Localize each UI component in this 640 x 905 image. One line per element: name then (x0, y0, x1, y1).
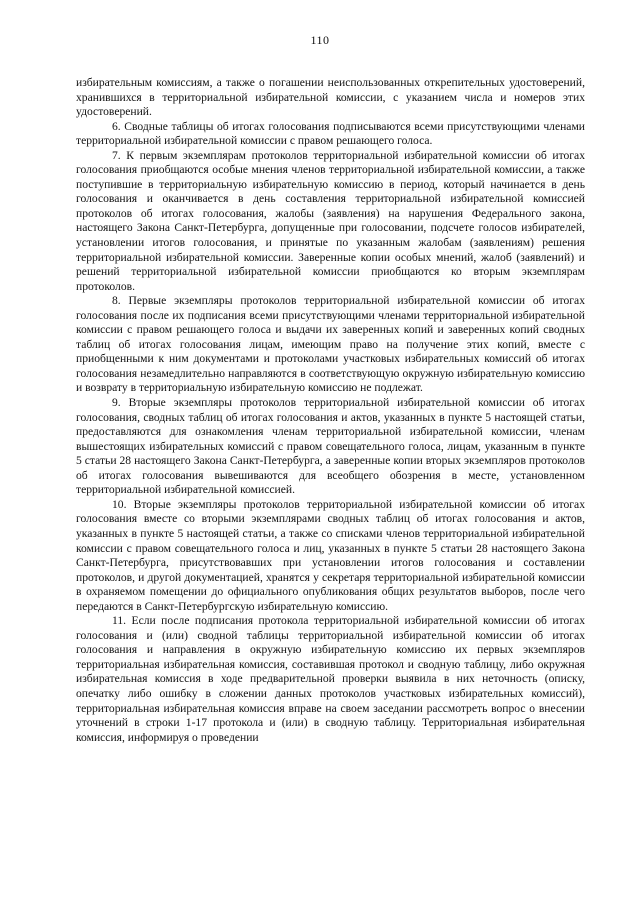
paragraph-item-9: 9. Вторые экземпляры протоколов территориальной избирательной комиссии об итогах голосования, сводных таблиц об итогах голосования и актов, указанных в пункте 5 настоящей статьи, предоставляются для ознакомления членам территориальной избирательной комиссии, членам вышестоящих избирательных комиссий с правом совещательного голоса, лицам, указанным в пункте 5 статьи 28 настоящего Закона Санкт-Петербурга, а заверенные копии вторых экземпляров протоколов об итогах голосования вывешиваются для всеобщего обозрения в месте, установленном территориальной избирательной комиссией. (76, 396, 585, 497)
paragraph-item-8: 8. Первые экземпляры протоколов территориальной избирательной комиссии об итогах голосования после их подписания всеми присутствующими членами территориальной избирательной комиссии с правом решающего голоса и выдачи их заверенных копий и заверенных копий сводных таблиц об итогах голосования лицам, имеющим право на получение этих копий, вместе с приобщенными к ним документами и протоколами участковых избирательных комиссий об итогах голосования незамедлительно направляются в соответствующую окружную избирательную комиссию и возврату в территориальную избирательную комиссию не подлежат. (76, 294, 585, 395)
paragraph-continuation: избирательным комиссиям, а также о погашении неиспользованных открепительных удостоверений, хранившихся в территориальной избирательной комиссии, с указанием числа и номеров этих удостоверений. (76, 76, 585, 119)
paragraph-item-6: 6. Сводные таблицы об итогах голосования подписываются всеми присутствующими членами территориальной избирательной комиссии с правом решающего голоса. (76, 119, 585, 148)
document-body (76, 76, 585, 745)
paragraph-item-11: 11. Если после подписания протокола территориальной избирательной комиссии об итогах голосования и (или) сводной таблицы территориальной избирательной комиссии об итогах голосования и направления в окружную избирательную комиссию их первых экземпляров территориальная избирательная комиссия, составившая протокол и сводную таблицу, либо окружная избирательная комиссия в ходе предварительной проверки выявила в них неточность (описку, опечатку либо ошибку в сложении данных протоколов участковых избирательных комиссий), территориальная избирательная комиссия вправе на своем заседании рассмотреть вопрос о внесении уточнений в строки 1-17 протокола и (или) в сводную таблицу. Территориальная избирательная комиссия, информируя о проведении (76, 614, 585, 744)
paragraph-item-10: 10. Вторые экземпляры протоколов территориальной избирательной комиссии об итогах голосования вместе со вторыми экземплярами сводных таблиц об итогах голосования и актов, указанных в пункте 5 настоящей статьи, а также со списками членов территориальной избирательной комиссии с правом совещательного голоса и лиц, указанных в пункте 5 статьи 28 настоящего Закона Санкт-Петербурга, присутствовавших при установлении итогов голосования и составлении протоколов, и другой документацией, хранятся у секретаря территориальной избирательной комиссии в охраняемом помещении до официального опубликования общих результатов выборов, после чего передаются в Санкт-Петербургскую избирательную комиссию. (76, 497, 585, 613)
paragraph-item-7: 7. К первым экземплярам протоколов территориальной избирательной комиссии об итогах голосования приобщаются особые мнения членов территориальной избирательной комиссии, а также поступившие в территориальную избирательную комиссию в период, который начинается в день голосования и оканчивается в день составления территориальной избирательной комиссией протоколов об итогах голосования, жалобы (заявления) на нарушения Федерального закона, настоящего Закона Санкт-Петербурга, допущенные при голосовании, подсчете голосов избирателей, установлении итогов голосования, и принятые по указанным жалобам (заявлениям) решения территориальной избирательной комиссии. Заверенные копии особых мнений, жалоб (заявлений) и решений территориальной избирательной комиссии приобщаются ко вторым экземплярам протоколов. (76, 148, 585, 293)
page-number: 110 (310, 33, 330, 47)
